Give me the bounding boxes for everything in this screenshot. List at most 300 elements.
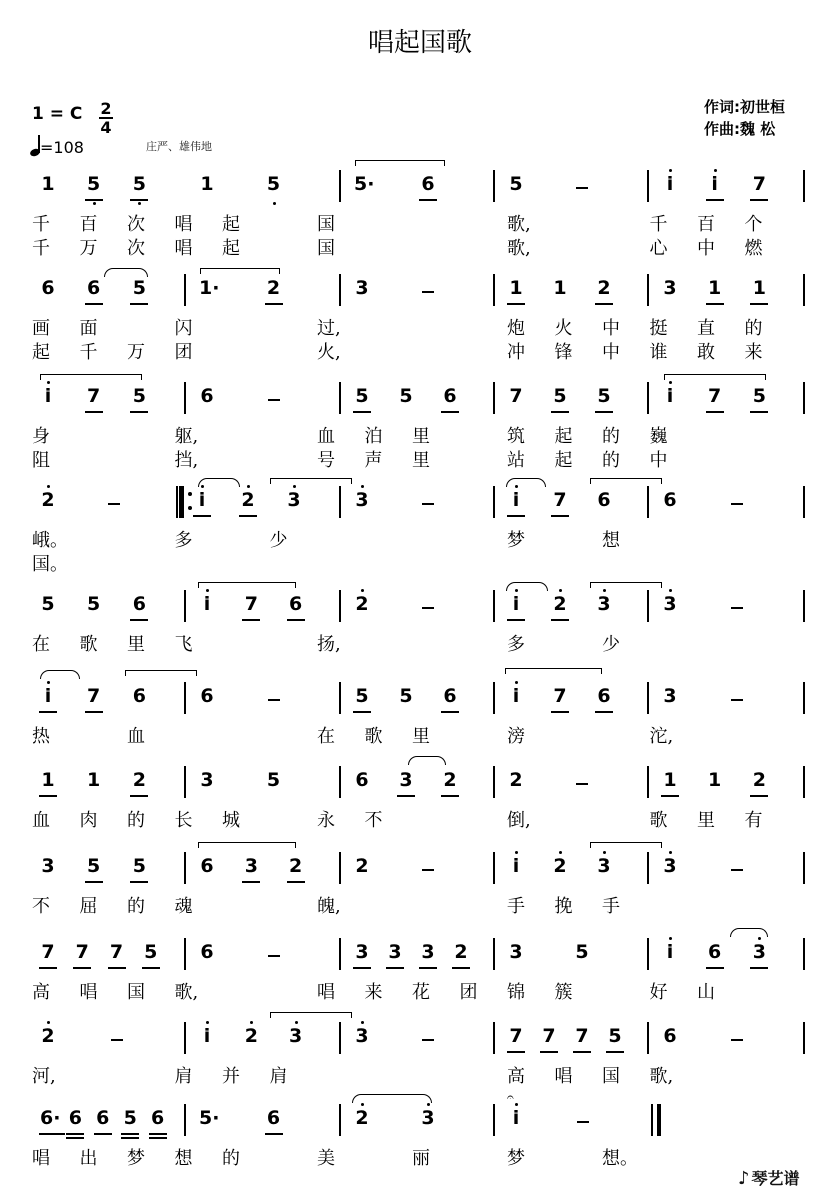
- barline: [493, 274, 495, 306]
- lyric-syllable: 百: [79, 214, 98, 235]
- repeat-barline-thick: [180, 486, 184, 518]
- duration-underline: [706, 199, 724, 201]
- lyric-syllable: 唱: [32, 1148, 50, 1169]
- duration-underline: [130, 619, 148, 621]
- lyric-syllable: 锋: [554, 342, 573, 363]
- barline: [803, 766, 805, 798]
- duration-underline: [750, 199, 768, 201]
- jianpu-note: 7: [109, 941, 124, 963]
- lyric-syllable: 歌: [649, 810, 668, 831]
- lyric-syllable: 血: [32, 810, 50, 831]
- jianpu-note: 7: [41, 941, 55, 963]
- slur-tie: [590, 582, 662, 588]
- duration-underline: [750, 303, 768, 305]
- barline: [647, 1022, 649, 1054]
- duration-underline: [507, 1051, 525, 1053]
- barline: [339, 274, 341, 306]
- octave-high-dot: [361, 1021, 364, 1024]
- slur-tie: [408, 756, 446, 765]
- lyric-syllable: 泊: [364, 426, 383, 447]
- barline: [647, 486, 649, 518]
- jianpu-note: 1: [553, 277, 567, 299]
- lyric-syllable: 中: [602, 318, 620, 339]
- barline: [339, 1104, 341, 1136]
- octave-high-dot: [603, 851, 606, 854]
- lyric-syllable: 梦: [127, 1148, 145, 1169]
- octave-high-dot: [206, 1021, 209, 1024]
- jianpu-note: 3: [597, 593, 611, 615]
- jianpu-note: 7: [575, 1025, 589, 1047]
- jianpu-note: i: [198, 489, 206, 511]
- duration-underline-second: [121, 1137, 139, 1139]
- lyric-syllable: 锦: [507, 982, 525, 1003]
- barline: [339, 486, 341, 518]
- jianpu-note: 3: [421, 941, 435, 963]
- duration-underline: [353, 711, 371, 713]
- duration-underline: [750, 967, 768, 969]
- lyric-syllable: 国: [317, 214, 335, 235]
- barline: [493, 1104, 495, 1136]
- duration-underline: [94, 1133, 112, 1135]
- jianpu-note: 3: [244, 855, 258, 877]
- barline: [339, 938, 341, 970]
- lyric-syllable: 躯,: [174, 426, 199, 447]
- jianpu-note: 7: [509, 1025, 523, 1047]
- barline: [647, 382, 649, 414]
- octave-high-dot: [427, 1103, 430, 1106]
- jianpu-note: 7: [244, 593, 258, 615]
- barline: [803, 170, 805, 202]
- duration-underline: [242, 881, 260, 883]
- barline: [339, 852, 341, 884]
- jianpu-note: 2: [509, 769, 523, 791]
- lyric-syllable: 在: [317, 726, 335, 747]
- sustain-dash: [111, 1039, 123, 1041]
- duration-underline: [606, 1051, 624, 1053]
- slur-tie: [664, 374, 766, 380]
- lyric-syllable: 阻: [32, 450, 50, 471]
- lyric-syllable: 团: [174, 342, 193, 363]
- lyric-syllable: 歌,: [649, 1066, 674, 1087]
- octave-high-dot: [669, 851, 672, 854]
- barline: [803, 682, 805, 714]
- barline: [493, 766, 495, 798]
- jianpu-note: 2: [553, 593, 567, 615]
- sustain-dash: [731, 607, 743, 609]
- octave-high-dot: [361, 589, 364, 592]
- jianpu-note: 3: [200, 769, 214, 791]
- jianpu-note: i: [711, 173, 718, 195]
- lyric-syllable: 少: [602, 634, 620, 655]
- barline: [184, 682, 186, 714]
- jianpu-note: 5: [87, 855, 101, 877]
- jianpu-note: 3: [752, 941, 766, 963]
- lyric-syllable: 想。: [602, 1148, 638, 1169]
- lyric-syllable: 敢: [697, 342, 715, 363]
- lyric-syllable: 起: [222, 214, 240, 235]
- jianpu-note: 6: [421, 173, 435, 195]
- duration-underline: [287, 619, 305, 621]
- duration-underline: [595, 411, 613, 413]
- octave-high-dot: [714, 169, 717, 172]
- duration-underline: [750, 411, 768, 413]
- barline: [647, 274, 649, 306]
- barline: [184, 938, 186, 970]
- octave-high-dot: [47, 381, 50, 384]
- lyric-syllable: 在: [32, 634, 50, 655]
- jianpu-note: 3: [663, 277, 677, 299]
- octave-high-dot: [758, 937, 761, 940]
- duration-underline: [441, 795, 459, 797]
- lyric-syllable: 歌: [364, 726, 383, 747]
- barline: [803, 852, 805, 884]
- slur-tie: [198, 582, 296, 588]
- jianpu-note: 6: [289, 593, 303, 615]
- sustain-dash: [108, 503, 120, 505]
- barline: [803, 1022, 805, 1054]
- jianpu-note: 6: [68, 1107, 82, 1129]
- duration-underline: [85, 199, 103, 201]
- lyric-syllable: 百: [697, 214, 715, 235]
- sustain-dash: [576, 187, 588, 189]
- octave-high-dot: [47, 1021, 50, 1024]
- jianpu-note: 6: [200, 855, 214, 877]
- lyric-syllable: 丽: [412, 1148, 430, 1169]
- slur-tie: [730, 928, 768, 937]
- lyric-syllable: 国: [602, 1066, 620, 1087]
- jianpu-note: i: [512, 685, 520, 707]
- lyric-syllable: 多: [174, 530, 193, 551]
- jianpu-note: 5: [132, 855, 146, 877]
- barline: [803, 938, 805, 970]
- jianpu-note: 5: [123, 1107, 137, 1129]
- slur-tie: [505, 668, 602, 674]
- lyric-syllable: 国。: [32, 554, 68, 575]
- duration-underline: [149, 1133, 167, 1135]
- duration-underline: [130, 199, 148, 201]
- duration-underline: [386, 967, 404, 969]
- jianpu-note: 3: [399, 769, 413, 791]
- lyric-syllable: 热: [32, 726, 50, 747]
- slur-tie: [125, 670, 197, 676]
- lyric-syllable: 想: [174, 1148, 193, 1169]
- jianpu-note: 6: [41, 277, 55, 299]
- duration-underline: [595, 711, 613, 713]
- lyric-syllable: 团: [459, 982, 478, 1003]
- jianpu-note: 3: [355, 489, 369, 511]
- jianpu-note: 6: [87, 277, 101, 299]
- jianpu-note: 6: [200, 385, 214, 407]
- jianpu-note: 5: [509, 173, 523, 195]
- duration-underline: [85, 711, 103, 713]
- jianpu-note: 3: [597, 855, 611, 877]
- jianpu-note: 2: [597, 277, 611, 299]
- jianpu-note: 6: [200, 685, 214, 707]
- duration-underline: [85, 303, 103, 305]
- jianpu-note: 6: [200, 941, 214, 963]
- lyric-syllable: 谁: [649, 342, 668, 363]
- duration-underline: [441, 411, 459, 413]
- lyric-syllable: 唱: [79, 982, 98, 1003]
- lyric-syllable: 里: [412, 426, 430, 447]
- jianpu-note: i: [203, 593, 211, 615]
- slur-tie: [40, 670, 80, 679]
- jianpu-note: 3: [663, 855, 677, 877]
- jianpu-note: 5·: [354, 173, 375, 195]
- lyric-syllable: 河,: [32, 1066, 56, 1087]
- lyric-syllable: 心: [649, 238, 668, 259]
- jianpu-note: 6: [663, 489, 677, 511]
- jianpu-note: 2: [553, 855, 567, 877]
- octave-high-dot: [47, 485, 50, 488]
- lyric-syllable: 并: [222, 1066, 240, 1087]
- sustain-dash: [268, 399, 280, 401]
- lyric-syllable: 肩: [269, 1066, 288, 1087]
- barline: [493, 382, 495, 414]
- barline: [493, 852, 495, 884]
- duration-underline-second: [66, 1137, 84, 1139]
- jianpu-note: 6: [597, 685, 611, 707]
- duration-underline: [66, 1133, 84, 1135]
- lyric-syllable: 巍: [649, 426, 668, 447]
- duration-underline: [39, 1133, 65, 1135]
- slur-tie: [40, 374, 142, 380]
- jianpu-note: 6: [663, 1025, 677, 1047]
- jianpu-note: 6: [132, 685, 146, 707]
- duration-underline: [265, 303, 283, 305]
- lyric-syllable: 歌,: [507, 238, 531, 259]
- duration-underline: [441, 711, 459, 713]
- lyric-syllable: 千: [79, 342, 98, 363]
- barline: [651, 1104, 653, 1136]
- lyric-syllable: 的: [222, 1148, 240, 1169]
- lyric-syllable: 血: [127, 726, 145, 747]
- lyric-syllable: 次: [127, 238, 145, 259]
- jianpu-note: 2: [443, 769, 457, 791]
- barline: [647, 852, 649, 884]
- barline: [339, 590, 341, 622]
- sustain-dash: [422, 503, 434, 505]
- duration-underline: [239, 515, 257, 517]
- slur-tie: [270, 478, 352, 484]
- jianpu-note: 1: [41, 173, 55, 195]
- jianpu-note: 3: [355, 1025, 369, 1047]
- slur-tie: [506, 582, 548, 591]
- octave-high-dot: [515, 681, 518, 684]
- lyric-syllable: 万: [127, 342, 145, 363]
- octave-high-dot: [250, 1021, 253, 1024]
- lyric-syllable: 千: [649, 214, 668, 235]
- barline: [184, 852, 186, 884]
- jianpu-note: 1: [41, 769, 55, 791]
- jianpu-note: 7: [75, 941, 89, 963]
- time-signature-top: 2: [100, 99, 112, 118]
- jianpu-note: 1: [509, 277, 523, 299]
- jianpu-note: 7: [542, 1025, 556, 1047]
- jianpu-note: i: [512, 855, 520, 877]
- barline: [184, 766, 186, 798]
- jianpu-note: 7: [509, 385, 523, 407]
- jianpu-note: 5: [266, 173, 281, 195]
- lyric-syllable: 肩: [174, 1066, 193, 1087]
- barline: [803, 274, 805, 306]
- jianpu-note: 5: [87, 173, 101, 195]
- duration-underline: [130, 795, 148, 797]
- jianpu-note: 1: [708, 769, 722, 791]
- duration-underline: [108, 967, 126, 969]
- jianpu-note: 2: [244, 1025, 258, 1047]
- lyricist-credit: 作词:初世桓: [704, 98, 785, 116]
- duration-underline: [507, 515, 525, 517]
- lyric-syllable: 歌,: [507, 214, 531, 235]
- lyric-syllable: 倒,: [507, 810, 531, 831]
- jianpu-note: 2: [41, 489, 55, 511]
- sustain-dash: [577, 1121, 589, 1123]
- duration-underline: [193, 515, 211, 517]
- jianpu-note: 5: [266, 769, 281, 791]
- lyric-syllable: 起: [32, 342, 50, 363]
- sustain-dash: [422, 869, 434, 871]
- jianpu-note: 3: [355, 277, 369, 299]
- jianpu-note: 7: [708, 385, 722, 407]
- barline: [647, 938, 649, 970]
- sustain-dash: [268, 699, 280, 701]
- jianpu-note: i: [666, 941, 674, 963]
- duration-underline: [419, 199, 437, 201]
- jianpu-note: 7: [553, 489, 567, 511]
- sustain-dash: [422, 607, 434, 609]
- slur-tie: [198, 842, 296, 848]
- lyric-syllable: 的: [127, 810, 145, 831]
- barline: [339, 170, 341, 202]
- lyric-syllable: 多: [507, 634, 525, 655]
- jianpu-note: 3: [421, 1107, 435, 1129]
- duration-underline: [353, 967, 371, 969]
- lyric-syllable: 魂: [174, 896, 193, 917]
- jianpu-note: i: [512, 489, 520, 511]
- jianpu-note: 6: [443, 685, 457, 707]
- lyric-syllable: 扬,: [317, 634, 341, 655]
- slur-tie: [355, 160, 445, 166]
- lyric-syllable: 永: [317, 810, 335, 831]
- jianpu-note: 5: [399, 685, 413, 707]
- jianpu-note: 5: [608, 1025, 622, 1047]
- lyric-syllable: 的: [602, 426, 620, 447]
- jianpu-note: 2: [454, 941, 468, 963]
- jianpu-note: 3: [355, 941, 369, 963]
- jianpu-note: 1·: [199, 277, 220, 299]
- lyric-syllable: 飞: [174, 634, 193, 655]
- octave-high-dot: [669, 169, 672, 172]
- jianpu-note: 5: [597, 385, 611, 407]
- jianpu-note: i: [666, 385, 674, 407]
- time-signature: [98, 100, 114, 136]
- final-barline: [657, 1104, 661, 1136]
- fermata-icon: 𝄐: [507, 1090, 514, 1104]
- lyric-syllable: 直: [697, 318, 715, 339]
- octave-high-dot: [669, 937, 672, 940]
- jianpu-note: 7: [87, 685, 101, 707]
- lyric-syllable: 来: [364, 982, 383, 1003]
- barline: [803, 382, 805, 414]
- duration-underline: [265, 1133, 283, 1135]
- lyric-syllable: 筑: [507, 426, 525, 447]
- jianpu-note: i: [44, 685, 52, 707]
- barline: [803, 486, 805, 518]
- octave-high-dot: [361, 1103, 364, 1106]
- jianpu-note: i: [512, 593, 520, 615]
- jianpu-note: 1: [752, 277, 766, 299]
- lyric-syllable: 火: [554, 318, 573, 339]
- key-signature: 1 = C: [32, 104, 83, 124]
- lyric-syllable: 好: [649, 982, 668, 1003]
- duration-underline: [121, 1133, 139, 1135]
- song-title: 唱起国歌: [367, 28, 472, 58]
- lyric-syllable: 滂: [507, 726, 525, 747]
- jianpu-note: 6: [266, 1107, 281, 1129]
- lyric-syllable: 里: [412, 726, 430, 747]
- lyric-syllable: 里: [697, 810, 715, 831]
- duration-underline: [242, 619, 260, 621]
- lyric-syllable: 中: [697, 238, 715, 259]
- octave-high-dot: [47, 681, 50, 684]
- barline: [184, 590, 186, 622]
- barline: [339, 382, 341, 414]
- jianpu-note: 6·: [40, 1107, 61, 1129]
- lyric-syllable: 中: [602, 342, 620, 363]
- lyric-syllable: 唱: [317, 982, 335, 1003]
- barline: [647, 170, 649, 202]
- lyric-syllable: 站: [507, 450, 525, 471]
- lyric-syllable: 冲: [507, 342, 525, 363]
- lyric-syllable: 唱: [174, 238, 193, 259]
- jianpu-note: 5: [575, 941, 589, 963]
- jianpu-note: 6: [597, 489, 611, 511]
- duration-underline: [540, 1051, 558, 1053]
- lyric-syllable: 个: [744, 214, 763, 235]
- jianpu-note: 2: [752, 769, 766, 791]
- barline: [339, 682, 341, 714]
- lyric-syllable: 魄,: [317, 896, 341, 917]
- lyric-syllable: 不: [364, 810, 383, 831]
- lyric-syllable: 美: [317, 1148, 335, 1169]
- slur-tie: [270, 1012, 352, 1018]
- slur-tie: [506, 478, 546, 487]
- lyric-syllable: 山: [697, 982, 715, 1003]
- jianpu-note: 6: [355, 769, 369, 791]
- sustain-dash: [731, 503, 743, 505]
- lyric-syllable: 血: [317, 426, 335, 447]
- duration-underline: [85, 881, 103, 883]
- octave-high-dot: [559, 589, 562, 592]
- lyric-syllable: 屈: [79, 896, 98, 917]
- lyric-syllable: 炮: [507, 318, 525, 339]
- duration-underline: [397, 795, 415, 797]
- sustain-dash: [731, 869, 743, 871]
- lyric-syllable: 挺: [649, 318, 668, 339]
- barline: [493, 938, 495, 970]
- octave-high-dot: [293, 485, 296, 488]
- lyric-syllable: 挽: [554, 896, 573, 917]
- barline: [647, 766, 649, 798]
- jianpu-note: 2: [289, 855, 303, 877]
- lyric-syllable: 起: [554, 450, 573, 471]
- lyric-syllable: 闪: [174, 318, 193, 339]
- barline: [647, 682, 649, 714]
- jianpu-note: 3: [289, 1025, 303, 1047]
- jianpu-note: 6: [708, 941, 722, 963]
- lyric-syllable: 起: [554, 426, 573, 447]
